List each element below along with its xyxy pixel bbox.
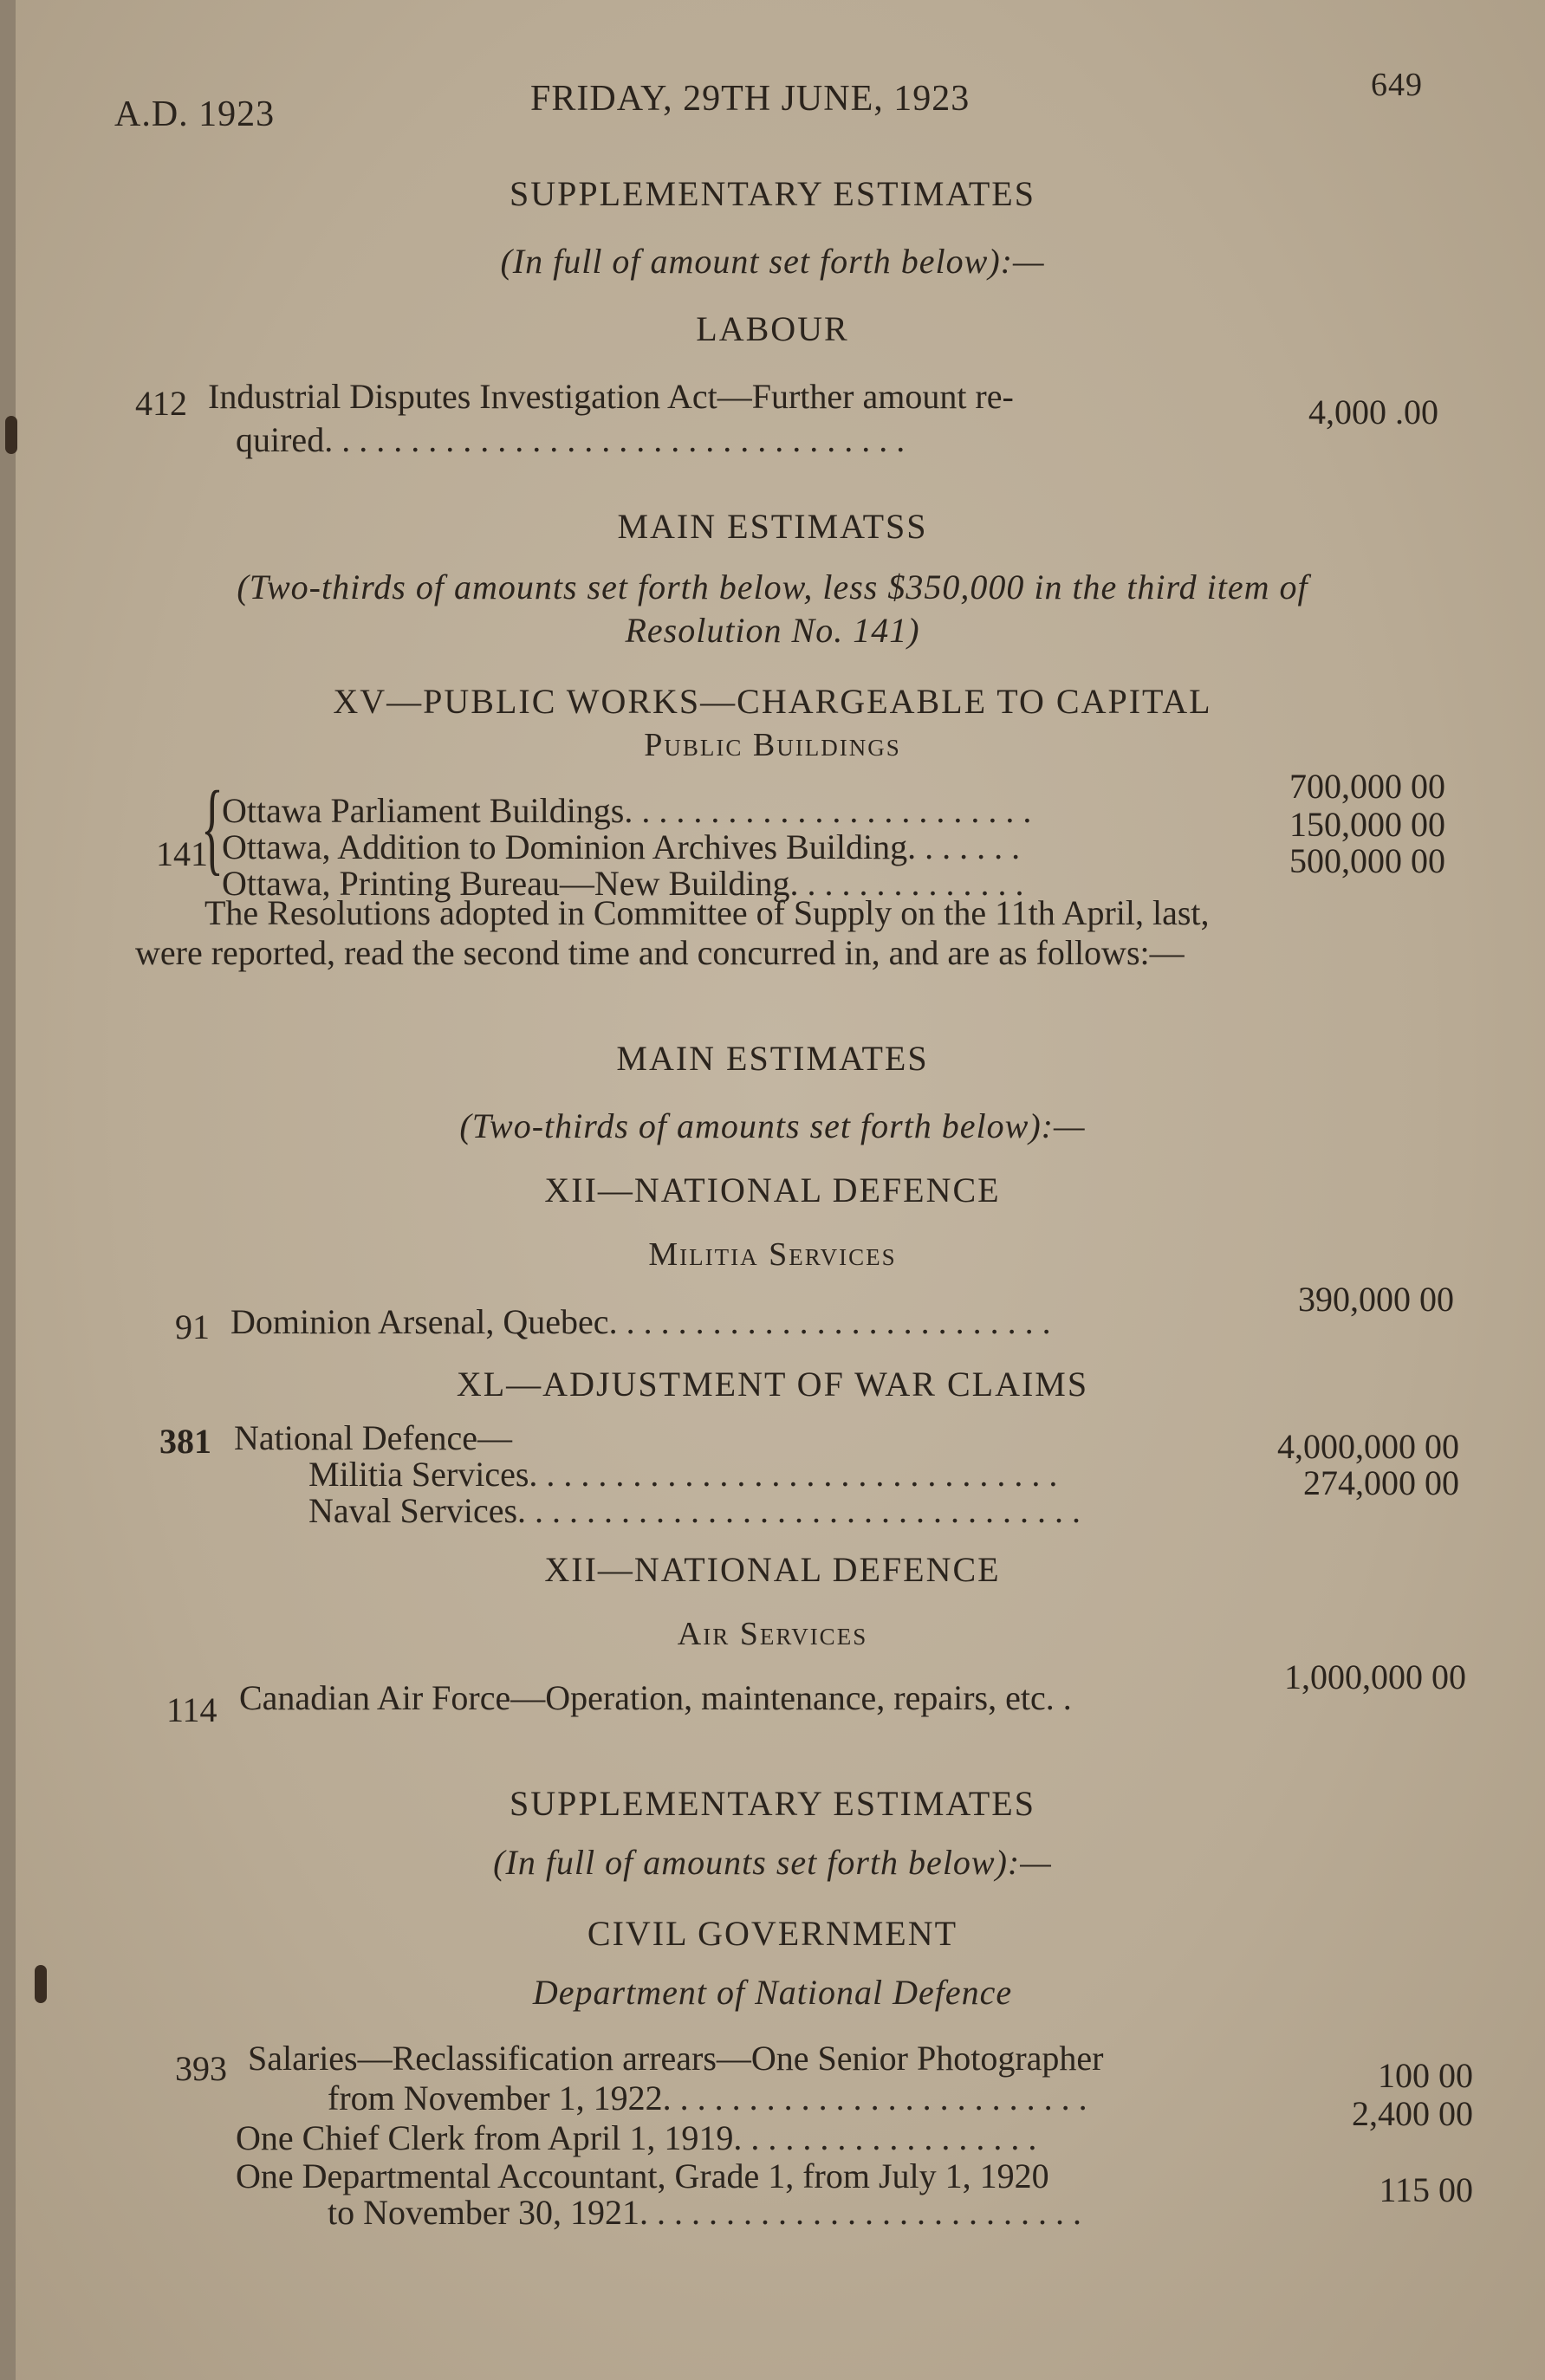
vote-section-title: XII—NATIONAL DEFENCE [544,1550,1001,1589]
item-amount: 150,000 00 [1289,805,1445,844]
section-title-main-estimates: MAIN ESTIMATSS [617,507,928,546]
item-text: Canadian Air Force—Operation, maintenance, repairs, etc. . [239,1678,1072,1717]
item-text: Ottawa Parliament Buildings. . . . . . . . . . . . . . . . . . . . . . . . [222,791,1032,830]
item-amount: 500,000 00 [1289,841,1445,880]
section-subtitle: (Two-thirds of amounts set forth below, less $350,000 in the third item of [237,567,1308,606]
item-text: Dominion Arsenal, Quebec. . . . . . . . . . . . . . . . . . . . . . . . . . [230,1302,1051,1341]
section-title-supplementary: SUPPLEMENTARY ESTIMATES [510,1784,1035,1823]
vote-section-title: XV—PUBLIC WORKS—CHARGEABLE TO CAPITAL [333,682,1212,721]
brace: { [201,769,224,885]
item-amount: 390,000 00 [1298,1280,1454,1319]
item-text: National Defence— [234,1418,512,1457]
section-subtitle: (In full of amount set forth below):— [500,242,1045,281]
item-text: One Departmental Accountant, Grade 1, from July 1, 1920 [236,2156,1049,2195]
item-amount: 1,000,000 00 [1284,1657,1466,1696]
item-text: One Chief Clerk from April 1, 1919. . . . . . . . . . . . . . . . . . [236,2118,1037,2157]
item-text-continued: to November 30, 1921. . . . . . . . . . . . . . . . . . . . . . . . . . [328,2193,1081,2232]
item-text: Ottawa, Printing Bureau—New Building. . . . . . . . . . . . . . [222,864,1024,903]
item-amount: 2,400 00 [1352,2094,1473,2133]
resolution-text: The Resolutions adopted in Committee of Supply on the 11th April, last, [204,893,1210,932]
department-title: LABOUR [696,309,849,348]
header-year: A.D. 1923 [114,94,276,134]
item-text: Ottawa, Addition to Dominion Archives Building. . . . . . . [222,827,1021,866]
item-amount: 4,000 .00 [1308,392,1438,431]
item-text: Industrial Disputes Investigation Act—Further amount re- [208,377,1014,416]
department-title: CIVIL GOVERNMENT [587,1914,958,1953]
resolution-text-continued: were reported, read the second time and concurred in, and are as follows:— [135,933,1185,972]
item-text-continued: quired. . . . . . . . . . . . . . . . . . . . . . . . . . . . . . . . . . [236,420,906,459]
vote-subsection: Public Buildings [644,727,901,763]
item-text: Salaries—Reclassification arrears—One Senior Photographer [248,2039,1104,2078]
item-amount: 100 00 [1378,2056,1473,2095]
vote-section-title: XII—NATIONAL DEFENCE [544,1171,1001,1209]
item-number: 141 [156,834,208,873]
item-number: 91 [175,1307,210,1346]
header-date: FRIDAY, 29TH JUNE, 1923 [530,79,970,119]
item-number: 412 [135,384,187,423]
item-number: 381 [159,1422,211,1461]
item-number: 393 [175,2049,227,2088]
item-amount: 115 00 [1379,2170,1473,2209]
item-text-continued: from November 1, 1922. . . . . . . . . . . . . . . . . . . . . . . . . [328,2078,1087,2117]
binding-hole [5,416,17,454]
item-amount: 4,000,000 00 [1277,1427,1459,1466]
section-subtitle: (Two-thirds of amounts set forth below):— [459,1106,1086,1145]
section-subtitle-continued: Resolution No. 141) [625,611,920,650]
section-title-supplementary: SUPPLEMENTARY ESTIMATES [510,174,1035,213]
page-number: 649 [1371,67,1423,103]
section-subtitle: (In full of amounts set forth below):— [493,1843,1052,1882]
item-amount: 274,000 00 [1303,1463,1459,1502]
vote-section-title: XL—ADJUSTMENT OF WAR CLAIMS [456,1365,1089,1404]
item-amount: 700,000 00 [1289,767,1445,806]
department-subtitle: Department of National Defence [532,1973,1013,2012]
vote-subsection: Militia Services [648,1236,897,1273]
vote-subsection: Air Services [677,1616,868,1652]
section-title-main-estimates: MAIN ESTIMATES [616,1039,929,1078]
item-text: Militia Services. . . . . . . . . . . . . . . . . . . . . . . . . . . . . . . [308,1455,1058,1494]
item-number: 114 [166,1690,217,1729]
item-text: Naval Services. . . . . . . . . . . . . . . . . . . . . . . . . . . . . . . . . [308,1491,1081,1530]
